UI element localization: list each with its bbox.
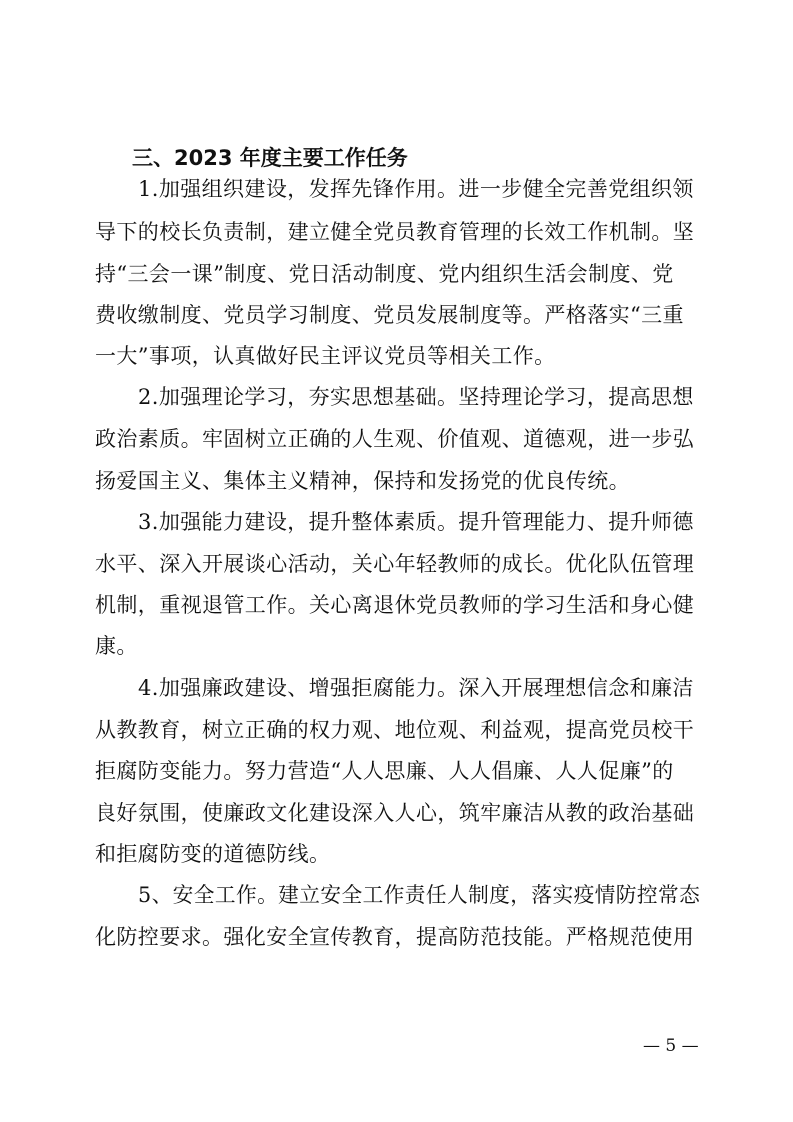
paragraph-5-line-1: 5、安全工作。建立安全工作责任人制度，落实疫情防控常态 xyxy=(138,883,701,907)
paragraph-2-line-2: 政治素质。牢固树立正确的人生观、价值观、道德观，进一步弘 xyxy=(95,427,695,451)
paragraph-1-line-1: 1.加强组织建设，发挥先锋作用。进一步健全完善党组织领 xyxy=(138,177,694,201)
paragraph-4-line-4: 良好氛围，使廉政文化建设深入人心，筑牢廉洁从教的政治基础 xyxy=(95,801,695,825)
paragraph-1-line-2: 导下的校长负责制，建立健全党员教育管理的长效工作机制。坚 xyxy=(95,220,695,244)
paragraph-5-line-2: 化防控要求。强化安全宣传教育，提高防范技能。严格规范使用 xyxy=(95,925,695,949)
paragraph-3-line-1: 3.加强能力建设，提升整体素质。提升管理能力、提升师德 xyxy=(138,510,694,534)
paragraph-4-line-3: 拒腐防变能力。努力营造“人人思廉、人人倡廉、人人促廉”的 xyxy=(95,759,674,783)
paragraph-1-line-3: 持“三会一课”制度、党日活动制度、党内组织生活会制度、党 xyxy=(95,262,674,286)
paragraph-2-line-3: 扬爱国主义、集体主义精神，保持和发扬党的优良传统。 xyxy=(95,469,630,493)
page-number: — 5 — xyxy=(643,1036,699,1056)
section-heading: 三、2023 年度主要工作任务 xyxy=(132,146,408,170)
paragraph-4-line-2: 从教教育，树立正确的权力观、地位观、利益观，提高党员校干 xyxy=(95,718,695,742)
paragraph-1-line-5: 一大”事项，认真做好民主评议党员等相关工作。 xyxy=(95,344,556,368)
paragraph-3-line-3: 机制，重视退管工作。关心离退休党员教师的学习生活和身心健 xyxy=(95,593,695,617)
paragraph-1-line-4: 费收缴制度、党员学习制度、党员发展制度等。严格落实“三重 xyxy=(95,303,684,327)
paragraph-3-line-2: 水平、深入开展谈心活动，关心年轻教师的成长。优化队伍管理 xyxy=(95,552,695,576)
paragraph-4-line-1: 4.加强廉政建设、增强拒腐能力。深入开展理想信念和廉洁 xyxy=(138,676,694,700)
paragraph-2-line-1: 2.加强理论学习，夯实思想基础。坚持理论学习，提高思想 xyxy=(138,385,694,409)
paragraph-4-line-5: 和拒腐防变的道德防线。 xyxy=(95,842,331,866)
paragraph-3-line-4: 康。 xyxy=(95,634,138,658)
